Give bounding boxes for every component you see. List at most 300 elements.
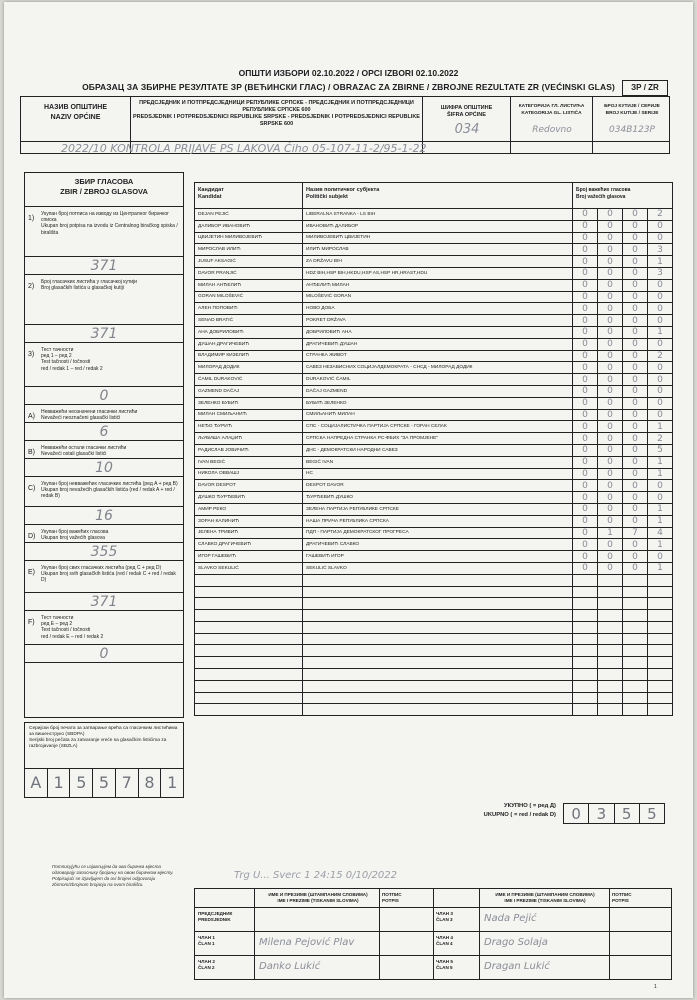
seal-serial-digit: 1 xyxy=(48,769,71,798)
candidate-vote-digit: 1 xyxy=(598,527,623,539)
summary-section-number: A) xyxy=(28,413,35,420)
column-header-votes: Број важећих гласова Broj važećih glasova xyxy=(573,183,673,209)
empty-cell xyxy=(573,633,598,645)
candidate-vote-digit: 0 xyxy=(648,551,673,563)
candidate-vote-digit: 0 xyxy=(623,315,648,327)
candidate-vote-digit: 3 xyxy=(648,244,673,256)
candidate-vote-digit: 0 xyxy=(573,527,598,539)
candidate-row xyxy=(195,232,673,244)
candidate-party: ДОБРИЛОВИЋ АНА xyxy=(303,326,573,338)
candidate-vote-digit: 0 xyxy=(598,397,623,409)
candidate-vote-digit: 3 xyxy=(648,267,673,279)
candidate-party: DAČAJ GAZMEND xyxy=(303,385,573,397)
candidate-vote-digit: 7 xyxy=(623,527,648,539)
summary-section-label: Укупан број потписа на изводу из Централног бирачког списка Ukupan broj potpisa na izvodu iz Centralnog biračkog spiska / birališta xyxy=(41,211,178,236)
seal-serial-digit: 5 xyxy=(70,769,93,798)
candidate-vote-digit: 0 xyxy=(623,385,648,397)
candidate-row xyxy=(195,256,673,268)
summary-section-value: 0 xyxy=(25,644,183,662)
candidate-name: ЗЕЛЕНКО БУБИЋ xyxy=(195,397,303,409)
candidate-party: НАША ПРИЧА РЕПУБЛИКА СРПСКА xyxy=(303,515,573,527)
candidate-vote-digit: 0 xyxy=(623,539,648,551)
summary-section-label: Укупан број свих гласачких листића (ред C + ред D) Ukupan broj svih glasačkih listića (red / redak C + red / redak D) xyxy=(41,565,176,584)
form-title-election: ОПШТИ ИЗБОРИ 02.10.2022 / OPCI IZBORI 02.10.2022 xyxy=(238,68,459,78)
candidate-vote-digit: 0 xyxy=(648,397,673,409)
empty-cell xyxy=(598,657,623,669)
candidate-row xyxy=(195,468,673,480)
candidate-row xyxy=(195,456,673,468)
empty-cell xyxy=(598,598,623,610)
summary-section-value: 10 xyxy=(25,458,183,476)
empty-cell xyxy=(195,704,303,716)
candidate-vote-digit: 0 xyxy=(573,409,598,421)
empty-cell xyxy=(303,645,573,657)
summary-section-number: D) xyxy=(28,533,36,540)
empty-cell xyxy=(623,574,648,586)
empty-candidate-row xyxy=(195,680,673,692)
candidate-party: ЗЕЛЕНА ПАРТИЈА РЕПУБЛИКЕ СРПСКЕ xyxy=(303,503,573,515)
ballot-category-value: Redovno xyxy=(532,125,572,135)
candidate-name: ĆAMIL DURAKOVIĆ xyxy=(195,374,303,386)
candidate-name: SENAD BRATIĆ xyxy=(195,315,303,327)
candidate-vote-digit: 0 xyxy=(648,291,673,303)
candidate-vote-digit: 0 xyxy=(598,456,623,468)
candidate-row xyxy=(195,551,673,563)
seal-serial-digit: 8 xyxy=(139,769,162,798)
candidate-vote-digit: 0 xyxy=(623,350,648,362)
summary-section-value: 371 xyxy=(25,592,183,610)
candidate-party: МИЛИВОЈЕВИЋ ЦВИЈЕТИН xyxy=(303,232,573,244)
summary-section-number: F) xyxy=(28,619,35,626)
empty-candidate-row xyxy=(195,610,673,622)
empty-candidate-row xyxy=(195,645,673,657)
handwritten-scribble: Trg U... Sverc 1 24:15 0/10/2022 xyxy=(234,870,398,881)
candidate-vote-digit: 1 xyxy=(648,421,673,433)
empty-cell xyxy=(648,586,673,598)
candidate-party: ГАШЕВИЋ ИГОР xyxy=(303,551,573,563)
role-member-1: ЧЛАН 1 ČLAN 1 xyxy=(198,935,215,946)
candidate-row xyxy=(195,527,673,539)
candidate-vote-digit: 0 xyxy=(598,362,623,374)
candidate-row xyxy=(195,326,673,338)
empty-cell xyxy=(648,574,673,586)
candidate-vote-digit: 0 xyxy=(573,220,598,232)
candidate-party: POKRET DRŽAVA xyxy=(303,315,573,327)
candidate-vote-digit: 0 xyxy=(623,492,648,504)
candidate-row xyxy=(195,397,673,409)
empty-cell xyxy=(303,574,573,586)
candidate-row xyxy=(195,503,673,515)
summary-section-number: B) xyxy=(28,449,35,456)
empty-cell xyxy=(623,669,648,681)
total-votes-digit: 0 xyxy=(564,804,589,823)
summary-section-label: Укупан број невважећих гласачких листића (ред A + ред B) Ukupan broj nevažećih glasačkih listića (red / redak A + red / redak B) xyxy=(41,481,178,500)
summary-section-value: 355 xyxy=(25,542,183,560)
candidate-vote-digit: 0 xyxy=(623,267,648,279)
seal-serial-digit: 1 xyxy=(167,773,178,792)
candidate-vote-digit: 0 xyxy=(623,303,648,315)
candidate-vote-digit: 0 xyxy=(598,209,623,221)
candidate-name: МИЛАН АНЂЕЛИЋ xyxy=(195,279,303,291)
candidate-vote-digit: 1 xyxy=(648,326,673,338)
candidate-vote-digit: 0 xyxy=(623,503,648,515)
signature-declaration: Потписујући се изјављујем да ова бирачка мјеста одговарају записнику бројању на овом бирачком мјесту. Potpisujući se izjavljujem da ovi brojevi odgovaraju zbirnom/zbrojnom brojanju na ovom biralištu. xyxy=(52,864,174,887)
candidate-vote-digit: 0 xyxy=(648,220,673,232)
candidate-vote-digit: 0 xyxy=(598,433,623,445)
candidate-name: ИГОР ГАШЕВИЋ xyxy=(195,551,303,563)
candidate-name: НИКОЛА ОВВАШЈ xyxy=(195,468,303,480)
empty-cell xyxy=(648,645,673,657)
summary-section-value: 16 xyxy=(25,506,183,524)
empty-cell xyxy=(573,657,598,669)
summary-section-label: Невважећи неозначени гласачки листићи Nevažeći neoznačeni glasački listići xyxy=(41,409,138,422)
candidate-vote-digit: 2 xyxy=(648,350,673,362)
candidate-name: АНА ДОБРИЛОВИЋ xyxy=(195,326,303,338)
empty-cell xyxy=(573,621,598,633)
candidate-name: ДУШКО ЂУРЂЕВИЋ xyxy=(195,492,303,504)
candidate-party: СТРАНКА ЖИВОТ xyxy=(303,350,573,362)
role-member-2: ЧЛАН 2 ČLAN 2 xyxy=(198,959,215,970)
signature-name-header-right: ИМЕ И ПРЕЗИМЕ (ШТАМПАНИМ СЛОВИМА) IME I PREZIME (TISKANIM SLOVIMA) xyxy=(495,892,595,903)
empty-cell xyxy=(598,586,623,598)
candidate-vote-digit: 0 xyxy=(573,503,598,515)
summary-section xyxy=(25,405,183,441)
candidate-row xyxy=(195,220,673,232)
total-votes-digit: 5 xyxy=(647,805,657,823)
candidate-vote-digit: 0 xyxy=(573,303,598,315)
candidate-vote-digit: 0 xyxy=(648,279,673,291)
candidate-vote-digit: 0 xyxy=(598,326,623,338)
candidate-vote-digit: 0 xyxy=(623,456,648,468)
candidate-name: IVAN BEGIĆ xyxy=(195,456,303,468)
empty-candidate-row xyxy=(195,704,673,716)
candidate-party: БУБИЋ ЗЕЛЕНКО xyxy=(303,397,573,409)
candidate-name: GORAN MILOŠEVIĆ xyxy=(195,291,303,303)
candidate-party: АНЂЕЛИЋ МИЛАН xyxy=(303,279,573,291)
empty-cell xyxy=(303,586,573,598)
role-president: ПРЕДСЈЕДНИК PREDSJEDNIK xyxy=(198,911,233,922)
candidate-vote-digit: 0 xyxy=(573,267,598,279)
summary-section-number: 1) xyxy=(28,215,35,222)
candidate-row xyxy=(195,492,673,504)
empty-candidate-row xyxy=(195,574,673,586)
candidate-party: НОВО ДОБА xyxy=(303,303,573,315)
candidate-vote-digit: 0 xyxy=(598,315,623,327)
candidate-vote-digit: 0 xyxy=(648,338,673,350)
candidate-vote-digit: 0 xyxy=(598,350,623,362)
empty-cell xyxy=(573,669,598,681)
empty-cell xyxy=(195,621,303,633)
candidate-vote-digit: 0 xyxy=(573,338,598,350)
candidate-name: МИЛАН СМИЉАНИЋ xyxy=(195,409,303,421)
empty-cell xyxy=(623,657,648,669)
candidate-row xyxy=(195,562,673,574)
candidate-vote-digit: 0 xyxy=(623,362,648,374)
summary-section xyxy=(25,441,183,477)
candidate-vote-digit: 0 xyxy=(623,220,648,232)
empty-cell xyxy=(623,704,648,716)
summary-section xyxy=(25,525,183,561)
candidate-vote-digit: 0 xyxy=(573,433,598,445)
candidate-party: ДНС - ДЕМОКРАТСКИ НАРОДНИ САВЕЗ xyxy=(303,444,573,456)
candidate-party: LIBERALNA STRANKA - LS BIH xyxy=(303,209,573,221)
candidate-name: МИРОСЛАВ ИЛИЋ xyxy=(195,244,303,256)
candidate-vote-digit: 5 xyxy=(648,444,673,456)
candidate-party: СМИЉАНИЋ МИЛАН xyxy=(303,409,573,421)
candidate-name: ДУШАН ДРАГИЧЕВИЋ xyxy=(195,338,303,350)
vote-summary-column xyxy=(24,172,184,718)
seal-serial-digit: 5 xyxy=(93,769,116,798)
candidate-vote-digit: 1 xyxy=(648,562,673,574)
role-member-4: ЧЛАН 4 ČLAN 4 xyxy=(436,935,453,946)
candidate-vote-digit: 0 xyxy=(648,362,673,374)
candidate-row xyxy=(195,315,673,327)
empty-candidate-row xyxy=(195,621,673,633)
empty-cell xyxy=(623,645,648,657)
summary-section xyxy=(25,343,183,405)
candidate-vote-digit: 4 xyxy=(648,527,673,539)
candidate-row xyxy=(195,291,673,303)
candidate-party: ИЛИЋ МИРОСЛАВ xyxy=(303,244,573,256)
empty-cell xyxy=(598,692,623,704)
candidate-name: JUSUF AKSAGIĆ xyxy=(195,256,303,268)
empty-cell xyxy=(195,586,303,598)
seal-serial-digit: А xyxy=(25,769,48,798)
candidate-name: СЛАВКО ДРАГИЧЕВИЋ xyxy=(195,539,303,551)
candidate-vote-digit: 0 xyxy=(623,409,648,421)
candidate-vote-digit: 1 xyxy=(648,256,673,268)
candidate-party: DESPOT DAVOR xyxy=(303,480,573,492)
candidate-vote-digit: 2 xyxy=(648,209,673,221)
candidate-vote-digit: 0 xyxy=(598,220,623,232)
summary-section xyxy=(25,477,183,525)
candidate-party: MILOŠEVIĆ GORAN xyxy=(303,291,573,303)
candidate-vote-digit: 0 xyxy=(648,374,673,386)
ballot-category-label: КАТЕГОРИЈА ГЛ. ЛИСТИЋА KATEGORIJA GL. LISTIĆA xyxy=(511,97,593,153)
candidate-vote-digit: 0 xyxy=(598,232,623,244)
candidate-vote-digit: 1 xyxy=(648,456,673,468)
empty-cell xyxy=(623,598,648,610)
candidate-vote-digit: 0 xyxy=(573,256,598,268)
empty-cell xyxy=(598,633,623,645)
summary-section xyxy=(25,275,183,343)
box-number-value: 034B123P xyxy=(609,125,655,135)
candidate-row xyxy=(195,480,673,492)
control-handwritten-note: 2022/10 KONTROLA PRIJAVE PS LAKOVA Ćiho 05-107-11-2/95-1-22 xyxy=(61,142,427,155)
candidate-party: ИВАНОВИЋ ДАЛИБОР xyxy=(303,220,573,232)
candidate-vote-digit: 0 xyxy=(648,409,673,421)
summary-section xyxy=(25,561,183,611)
candidate-row xyxy=(195,444,673,456)
empty-cell xyxy=(195,680,303,692)
empty-cell xyxy=(195,633,303,645)
candidate-vote-digit: 0 xyxy=(623,279,648,291)
candidate-name: DAVOR PRANJIĆ xyxy=(195,267,303,279)
empty-cell xyxy=(623,633,648,645)
empty-cell xyxy=(573,610,598,622)
empty-cell xyxy=(303,657,573,669)
candidate-row xyxy=(195,515,673,527)
form-title-name: ОБРАЗАЦ ЗА ЗБИРНЕ РЕЗУЛТАТЕ ЗР (ВЕЋИНСКИ ГЛАС) / OBRAZAC ZA ZBIRNE / ZBROJNE REZULTATE ZR (VEĆINSKI GLAS) xyxy=(82,82,615,92)
empty-cell xyxy=(303,680,573,692)
empty-cell xyxy=(573,704,598,716)
candidate-vote-digit: 0 xyxy=(573,279,598,291)
candidate-vote-digit: 0 xyxy=(598,279,623,291)
empty-candidate-row xyxy=(195,692,673,704)
empty-cell xyxy=(195,645,303,657)
candidate-vote-digit: 1 xyxy=(648,503,673,515)
empty-cell xyxy=(303,669,573,681)
candidate-vote-digit: 0 xyxy=(573,397,598,409)
candidate-party: ДРАГИЧЕВИЋ ДУШАН xyxy=(303,338,573,350)
summary-section-number: E) xyxy=(28,569,35,576)
election-form-sheet xyxy=(4,2,693,998)
candidate-row xyxy=(195,433,673,445)
candidate-vote-digit: 0 xyxy=(598,444,623,456)
total-votes-digit: 5 xyxy=(615,804,640,823)
candidate-vote-digit: 0 xyxy=(623,232,648,244)
empty-cell xyxy=(573,692,598,704)
candidate-vote-digit: 0 xyxy=(573,456,598,468)
empty-cell xyxy=(303,598,573,610)
candidate-vote-digit: 1 xyxy=(648,539,673,551)
candidate-vote-digit: 0 xyxy=(598,374,623,386)
candidate-vote-digit: 0 xyxy=(623,421,648,433)
empty-cell xyxy=(195,657,303,669)
candidate-vote-digit: 0 xyxy=(648,480,673,492)
candidate-vote-digit: 0 xyxy=(573,421,598,433)
signature-name-member-3: Nada Pejić xyxy=(484,913,537,924)
candidate-row xyxy=(195,350,673,362)
candidate-vote-digit: 0 xyxy=(598,338,623,350)
seal-serial-box xyxy=(24,722,184,798)
empty-cell xyxy=(303,704,573,716)
candidate-vote-digit: 0 xyxy=(623,551,648,563)
candidate-vote-digit: 0 xyxy=(598,503,623,515)
candidate-vote-digit: 0 xyxy=(573,315,598,327)
candidate-name: ЈЕЛЕНА ТРИВИЋ xyxy=(195,527,303,539)
candidate-row xyxy=(195,421,673,433)
candidate-vote-digit: 0 xyxy=(598,303,623,315)
empty-cell xyxy=(573,680,598,692)
summary-section-value: 6 xyxy=(25,422,183,440)
empty-cell xyxy=(648,598,673,610)
summary-section-value: 371 xyxy=(25,324,183,342)
total-votes-digit: 3 xyxy=(589,804,614,823)
candidate-party: BEGIĆ IVAN xyxy=(303,456,573,468)
candidate-vote-digit: 2 xyxy=(648,433,673,445)
empty-cell xyxy=(623,621,648,633)
candidate-vote-digit: 0 xyxy=(573,374,598,386)
empty-cell xyxy=(623,692,648,704)
candidate-party: НС xyxy=(303,468,573,480)
candidate-vote-digit: 0 xyxy=(623,468,648,480)
empty-cell xyxy=(195,692,303,704)
candidates-table xyxy=(194,182,673,716)
candidate-row xyxy=(195,374,673,386)
candidate-name: ДАЛИБОР ИВАНОВИЋ xyxy=(195,220,303,232)
seal-serial-digit: 7 xyxy=(116,769,139,798)
candidate-row xyxy=(195,385,673,397)
empty-candidate-row xyxy=(195,586,673,598)
empty-cell xyxy=(648,621,673,633)
municipality-code-label: ШИФРА ОПШТИНЕ ŠIFRA OPĆINE xyxy=(423,97,511,153)
candidate-party: HDZ BIH,HSP BIH,HKDU,HSP AS,HSP HR,HRAST,HDU xyxy=(303,267,573,279)
candidate-party: SEKULIĆ SLAVKO xyxy=(303,562,573,574)
summary-section-label: Тест тачности ред E – ред 2 Test tačnosti / točnosti red / redak E – red / redak 2 xyxy=(41,615,104,640)
candidate-vote-digit: 0 xyxy=(598,480,623,492)
summary-section-value: 371 xyxy=(25,256,183,274)
candidate-row xyxy=(195,267,673,279)
candidate-party: ПДП - ПАРТИЈА ДЕМОКРАТСКОГ ПРОГРЕСА xyxy=(303,527,573,539)
candidate-vote-digit: 0 xyxy=(648,232,673,244)
candidate-vote-digit: 0 xyxy=(598,492,623,504)
empty-cell xyxy=(623,680,648,692)
candidate-vote-digit: 0 xyxy=(573,209,598,221)
candidate-name: DAVOR DESPOT xyxy=(195,480,303,492)
candidate-name: ВЛАДИМИР КИЗЕЛИЋ xyxy=(195,350,303,362)
empty-cell xyxy=(303,692,573,704)
candidate-row xyxy=(195,539,673,551)
candidate-name: МИЛОРАД ДОДИК xyxy=(195,362,303,374)
candidate-name: DEJAN PEJIĆ xyxy=(195,209,303,221)
candidate-vote-digit: 0 xyxy=(573,232,598,244)
candidate-vote-digit: 0 xyxy=(623,244,648,256)
empty-cell xyxy=(195,574,303,586)
candidate-name: ЉУБИША АЛАЏИЋ xyxy=(195,433,303,445)
candidate-vote-digit: 0 xyxy=(623,562,648,574)
candidate-vote-digit: 0 xyxy=(573,444,598,456)
form-header-table xyxy=(20,96,670,154)
summary-section-number: 2) xyxy=(28,283,35,290)
candidate-name: GAZMEND DAČAJ xyxy=(195,385,303,397)
candidate-vote-digit: 0 xyxy=(623,256,648,268)
box-number-label: БРОЈ КУТИЈЕ / СЕРИЈЕ BROJ KUTIJE / SERIJE xyxy=(604,104,660,116)
candidate-vote-digit: 0 xyxy=(573,362,598,374)
candidate-vote-digit: 0 xyxy=(623,433,648,445)
empty-cell xyxy=(195,610,303,622)
candidate-vote-digit: 0 xyxy=(573,350,598,362)
empty-cell xyxy=(648,692,673,704)
empty-cell xyxy=(648,657,673,669)
summary-section-label: Укупан број важећих гласова Ukupan broj važećih glasova xyxy=(41,529,109,542)
candidate-row xyxy=(195,338,673,350)
summary-section xyxy=(25,207,183,275)
candidate-party: ДРАГИЧЕВИЋ СЛАВКО xyxy=(303,539,573,551)
candidate-name: ЦВИЈЕТИН МИЛИВОЈЕВИЋ xyxy=(195,232,303,244)
empty-cell xyxy=(573,598,598,610)
candidate-name: SLAVKO SEKULIĆ xyxy=(195,562,303,574)
empty-cell xyxy=(648,610,673,622)
candidate-party: ZA DRŽAVU BIH xyxy=(303,256,573,268)
signature-name-member-5: Dragan Lukić xyxy=(484,961,550,972)
summary-section-number: 3) xyxy=(28,351,35,358)
summary-section-label: Тест тачности ред 1 – ред 2 Test tačnosti / točnosti red / redak 1 – red / redak 2 xyxy=(41,347,103,372)
summary-section-value: 0 xyxy=(25,386,183,404)
candidate-vote-digit: 0 xyxy=(573,291,598,303)
candidate-row xyxy=(195,362,673,374)
candidate-vote-digit: 0 xyxy=(623,397,648,409)
summary-section-label: Невважећи остали гласачки листићи Nevažeći ostali glasački listići xyxy=(41,445,127,458)
candidate-vote-digit: 0 xyxy=(598,244,623,256)
summary-section xyxy=(25,611,183,663)
empty-cell xyxy=(303,633,573,645)
municipality-code-value: 034 xyxy=(454,122,480,137)
candidate-row xyxy=(195,279,673,291)
seal-serial-label: Серијски број печата за затварање врећа са гласачким листићима за вишенструко (SBDPA) Serijski broj pečata za zatvaranje vreće sa glasačkim listićima za razbrojavanje (SBZLA) xyxy=(25,723,183,769)
candidate-vote-digit: 0 xyxy=(648,315,673,327)
vote-summary-header: ЗБИР ГЛАСОВА ZBIR / ZBROJ GLASOVA xyxy=(25,173,183,207)
